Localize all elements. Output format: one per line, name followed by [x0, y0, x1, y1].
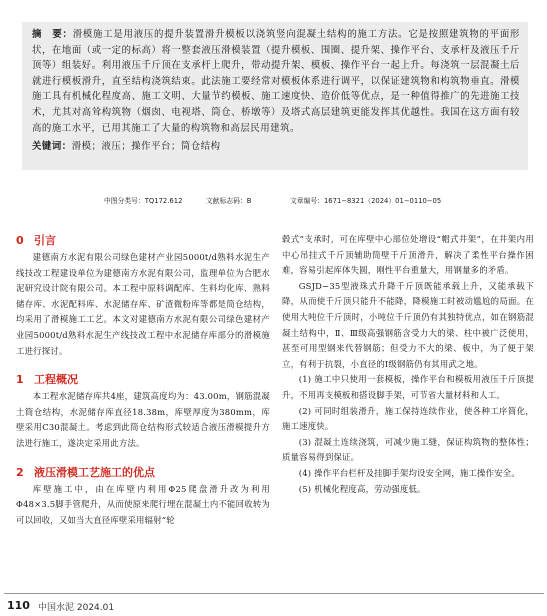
section-heading-1: 1 工程概况: [16, 373, 78, 387]
right-para-5: (4) 操作平台栏杆及挂脚手架均设安全网，施工操作安全。: [298, 467, 520, 478]
right-para-1: GSJD−35型液珠式升降千斤顶既能承载上升，又能承载下降，从而使千斤顶只能升不能降，降模施工时被动尴尬的局面。在使用大吨位千斤顶时，小吨位千斤顶仍有其独特优点，如在钢筋混凝土结构中，Ⅱ、Ⅲ级高强钢筋含受力大的梁、柱中被广泛使用，甚至可用型钢来代替钢筋；但受力不大的梁、板中，为了便于架立，有利于抗裂，小直径的Ⅰ级钢筋仍有其用武之地。: [282, 280, 534, 369]
section-heading-0: 0 引言: [16, 234, 56, 247]
footer-rule: [4, 593, 544, 594]
keywords-value: 滑模；液压；操作平台；筒仓结构: [71, 141, 221, 153]
right-para-6: (5) 机械化程度高，劳动强度低。: [298, 483, 426, 494]
abstract-box: [22, 22, 528, 170]
right-para-2: (1) 施工中只使用一套模板，操作平台和模板用液压千斤顶提升，不用再支模板和搭设脚手架，可节省大量材料和人工。: [282, 374, 534, 400]
right-para-3: (2) 可同时组装滑升，施工保持连续作业，使各种工序简化，施工速度快。: [282, 405, 534, 432]
abstract-label: 摘 要：: [32, 29, 73, 40]
keywords-label: 关键词：: [32, 141, 72, 153]
abstract-text: [22, 22, 528, 136]
section-2-para: 库壁施工中，由在库壁内利用Φ25爬盘滑升改为利用Φ48×3.5脚手管爬升，从而使原来爬行埋在混凝土内不能回收转为可以回收，又如当大直径库壁采用辐射“轮: [16, 483, 270, 525]
right-para-0: 毂式”支承时，可在库壁中心部位处增设“帽式井架”，在井架内用中心吊挂式千斤顶辅助筒壁千斤顶滑升，解决了柔性平台操作困难，容易引起库体失圆，刚性平台重量大，用钢量多的矛盾。: [282, 234, 534, 276]
right-column: [282, 232, 534, 497]
document-code: 文献标志码：B: [206, 197, 252, 205]
clc-number: 中图分类号：TQ172.612: [104, 197, 183, 205]
abstract-body: 滑模施工是用液压的提升装置滑升模板以浇筑竖向混凝土结构的施工方法。它是按照建筑物的平面形状，在地面（或一定的标高）将一整套液压滑模装置（提升模板、围圈、提升架、操作平台、支承杆及液压千斤顶等）组装好。利用液压千斤顶在支承杆上爬升，带动提升架、模板、操作平台一起上升。每浇筑一层混凝土后就进行模板滑升，直至结构浇筑结束。此法施工要经常对模板体系进行调平，以保证建筑物和构筑物垂直。滑模施工具有机械化程度高、施工文明、大量节约模板、施工速度快、造价低等优点，是一种值得推广的先进施工技术，尤其对高耸构筑物（烟囱、电视塔、筒仓、桥墩等）及塔式高层建筑更能发挥其优越性。我国在这方面有较高的施工水平，已用其施工了大量的构筑物和高层民用建筑。: [32, 29, 520, 134]
section-0-para: 建德南方水泥有限公司绿色建材产业园5000t/d熟料水泥生产线技改工程建设单位为建德南方水泥有限公司，监理单位为合肥水泥研究设计院有限公司。本工程中原料调配库、生料均化库、熟料储存库、水泥配料库、水泥储存库、矿渣微粉库等都是筒仓结构，均采用了滑模施工工艺。本文对建德南方水泥有限公司绿色建材产业园5000t/d熟料水泥生产线技改工程中水泥储存库部分的滑模施工进行探讨。: [16, 252, 270, 356]
keywords-line: [22, 136, 528, 155]
section-1-para: 本工程水泥储存库共4座，建筑高度均为：43.00m，钢筋混凝土筒仓结构，水泥储存库直径18.38m，库壁厚度为380mm，库壁采用C30混凝土。考虑到此筒仓结构形式较适合液压滑模提升方法进行施工，遂决定采用此方法。: [16, 391, 270, 448]
journal-name: 中国水泥 2024.01: [38, 603, 115, 613]
right-para-4: (3) 混凝土连续浇筑，可减少施工缝，保证构筑物的整体性；质量容易得到保证。: [282, 436, 534, 463]
left-column: [16, 232, 270, 528]
article-number: 文章编号：1671−8321（2024）01−0110−05: [290, 197, 442, 205]
page-number: 110: [7, 599, 30, 612]
section-heading-2: 2 液压滑模工艺施工的优点: [16, 465, 155, 479]
page-footer: [0, 589, 547, 616]
